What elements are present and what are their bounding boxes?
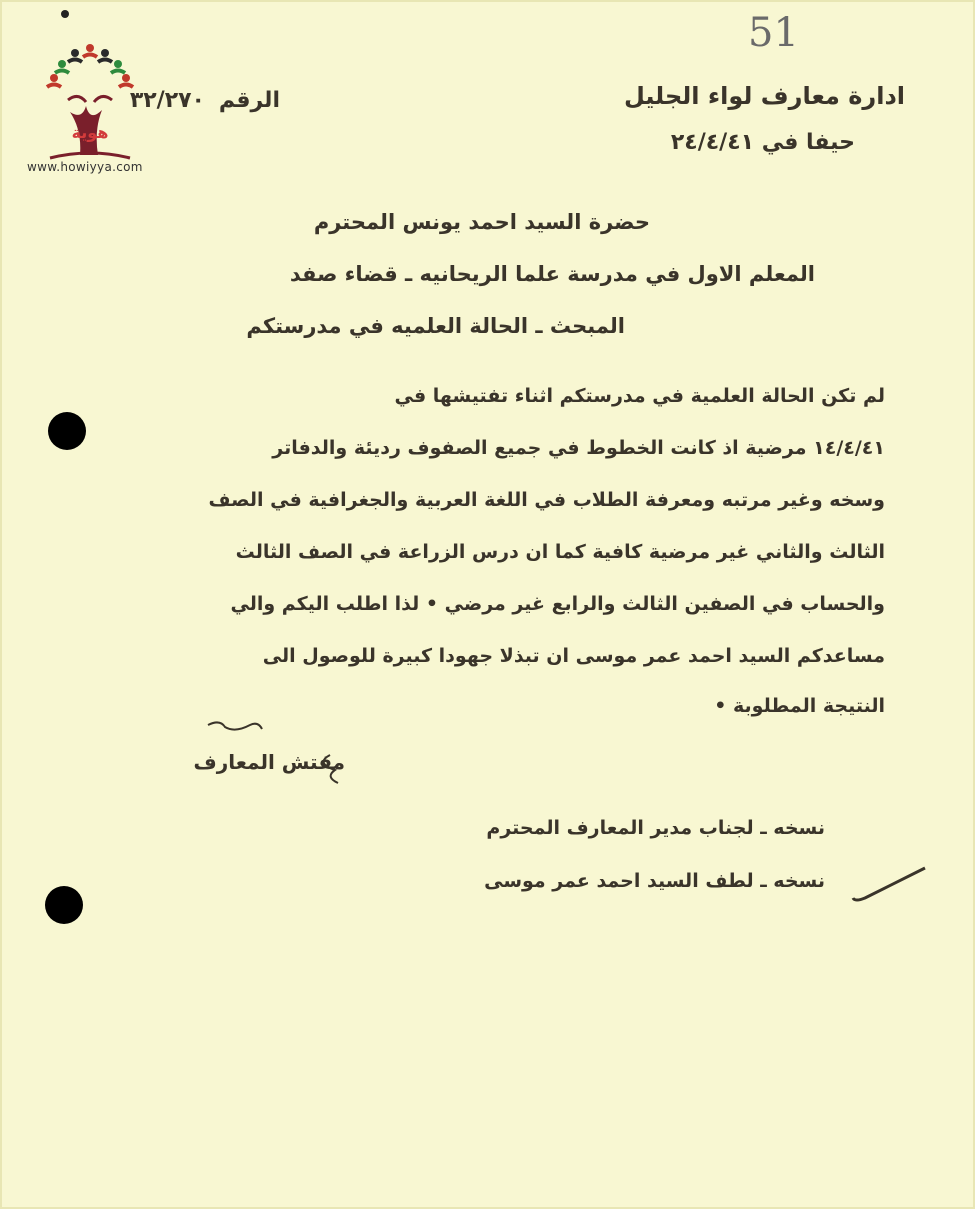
punch-hole: [48, 412, 86, 450]
stain-dot: [61, 10, 69, 18]
check-mark: [845, 860, 935, 910]
copy-line: نسخه ـ لجناب مدير المعارف المحترم: [486, 817, 825, 839]
body-line: ١٤/٤/٤١ مرضية اذ كانت الخطوط في جميع الصفوف رديئة والدفاتر: [272, 437, 885, 459]
body-line: لم تكن الحالة العلمية في مدرستكم اثناء تفتيشها في: [394, 385, 885, 407]
body-line: مساعدكم السيد احمد عمر موسى ان تبذلا جهودا كبيرة للوصول الى: [262, 645, 885, 667]
body-line: الثالث والثاني غير مرضية كافية كما ان درس الزراعة في الصف الثالث: [235, 541, 885, 563]
reference-number: ٣٢/٢٧٠: [129, 88, 205, 113]
body-line: النتيجة المطلوبة •: [714, 695, 885, 717]
website-url: www.howiyya.com: [27, 160, 143, 174]
logo-text: هوية: [71, 123, 109, 142]
place-date: حيفا في ٢٤/٤/٤١: [670, 130, 855, 155]
reference-label: الرقم: [218, 88, 280, 113]
office-name: ادارة معارف لواء الجليل: [623, 82, 905, 110]
addressee-name: حضرة السيد احمد يونس المحترم: [313, 210, 650, 234]
page-number: 51: [748, 10, 799, 56]
addressee-school: المعلم الاول في مدرسة علما الريحانيه ـ قضاء صفد: [289, 262, 815, 286]
body-line: وسخه وغير مرتبه ومعرفة الطلاب في اللغة العربية والجغرافية في الصف: [208, 489, 885, 511]
signature-title: مفتش المعارف: [193, 750, 345, 774]
punch-hole: [45, 886, 83, 924]
subject-line: المبحث ـ الحالة العلميه في مدرستكم: [246, 314, 625, 338]
copy-line: نسخه ـ لطف السيد احمد عمر موسى: [484, 870, 825, 892]
body-line: والحساب في الصفين الثالث والرابع غير مرضي • لذا اطلب اليكم والي: [230, 593, 885, 615]
handwritten-signature: [150, 715, 350, 795]
